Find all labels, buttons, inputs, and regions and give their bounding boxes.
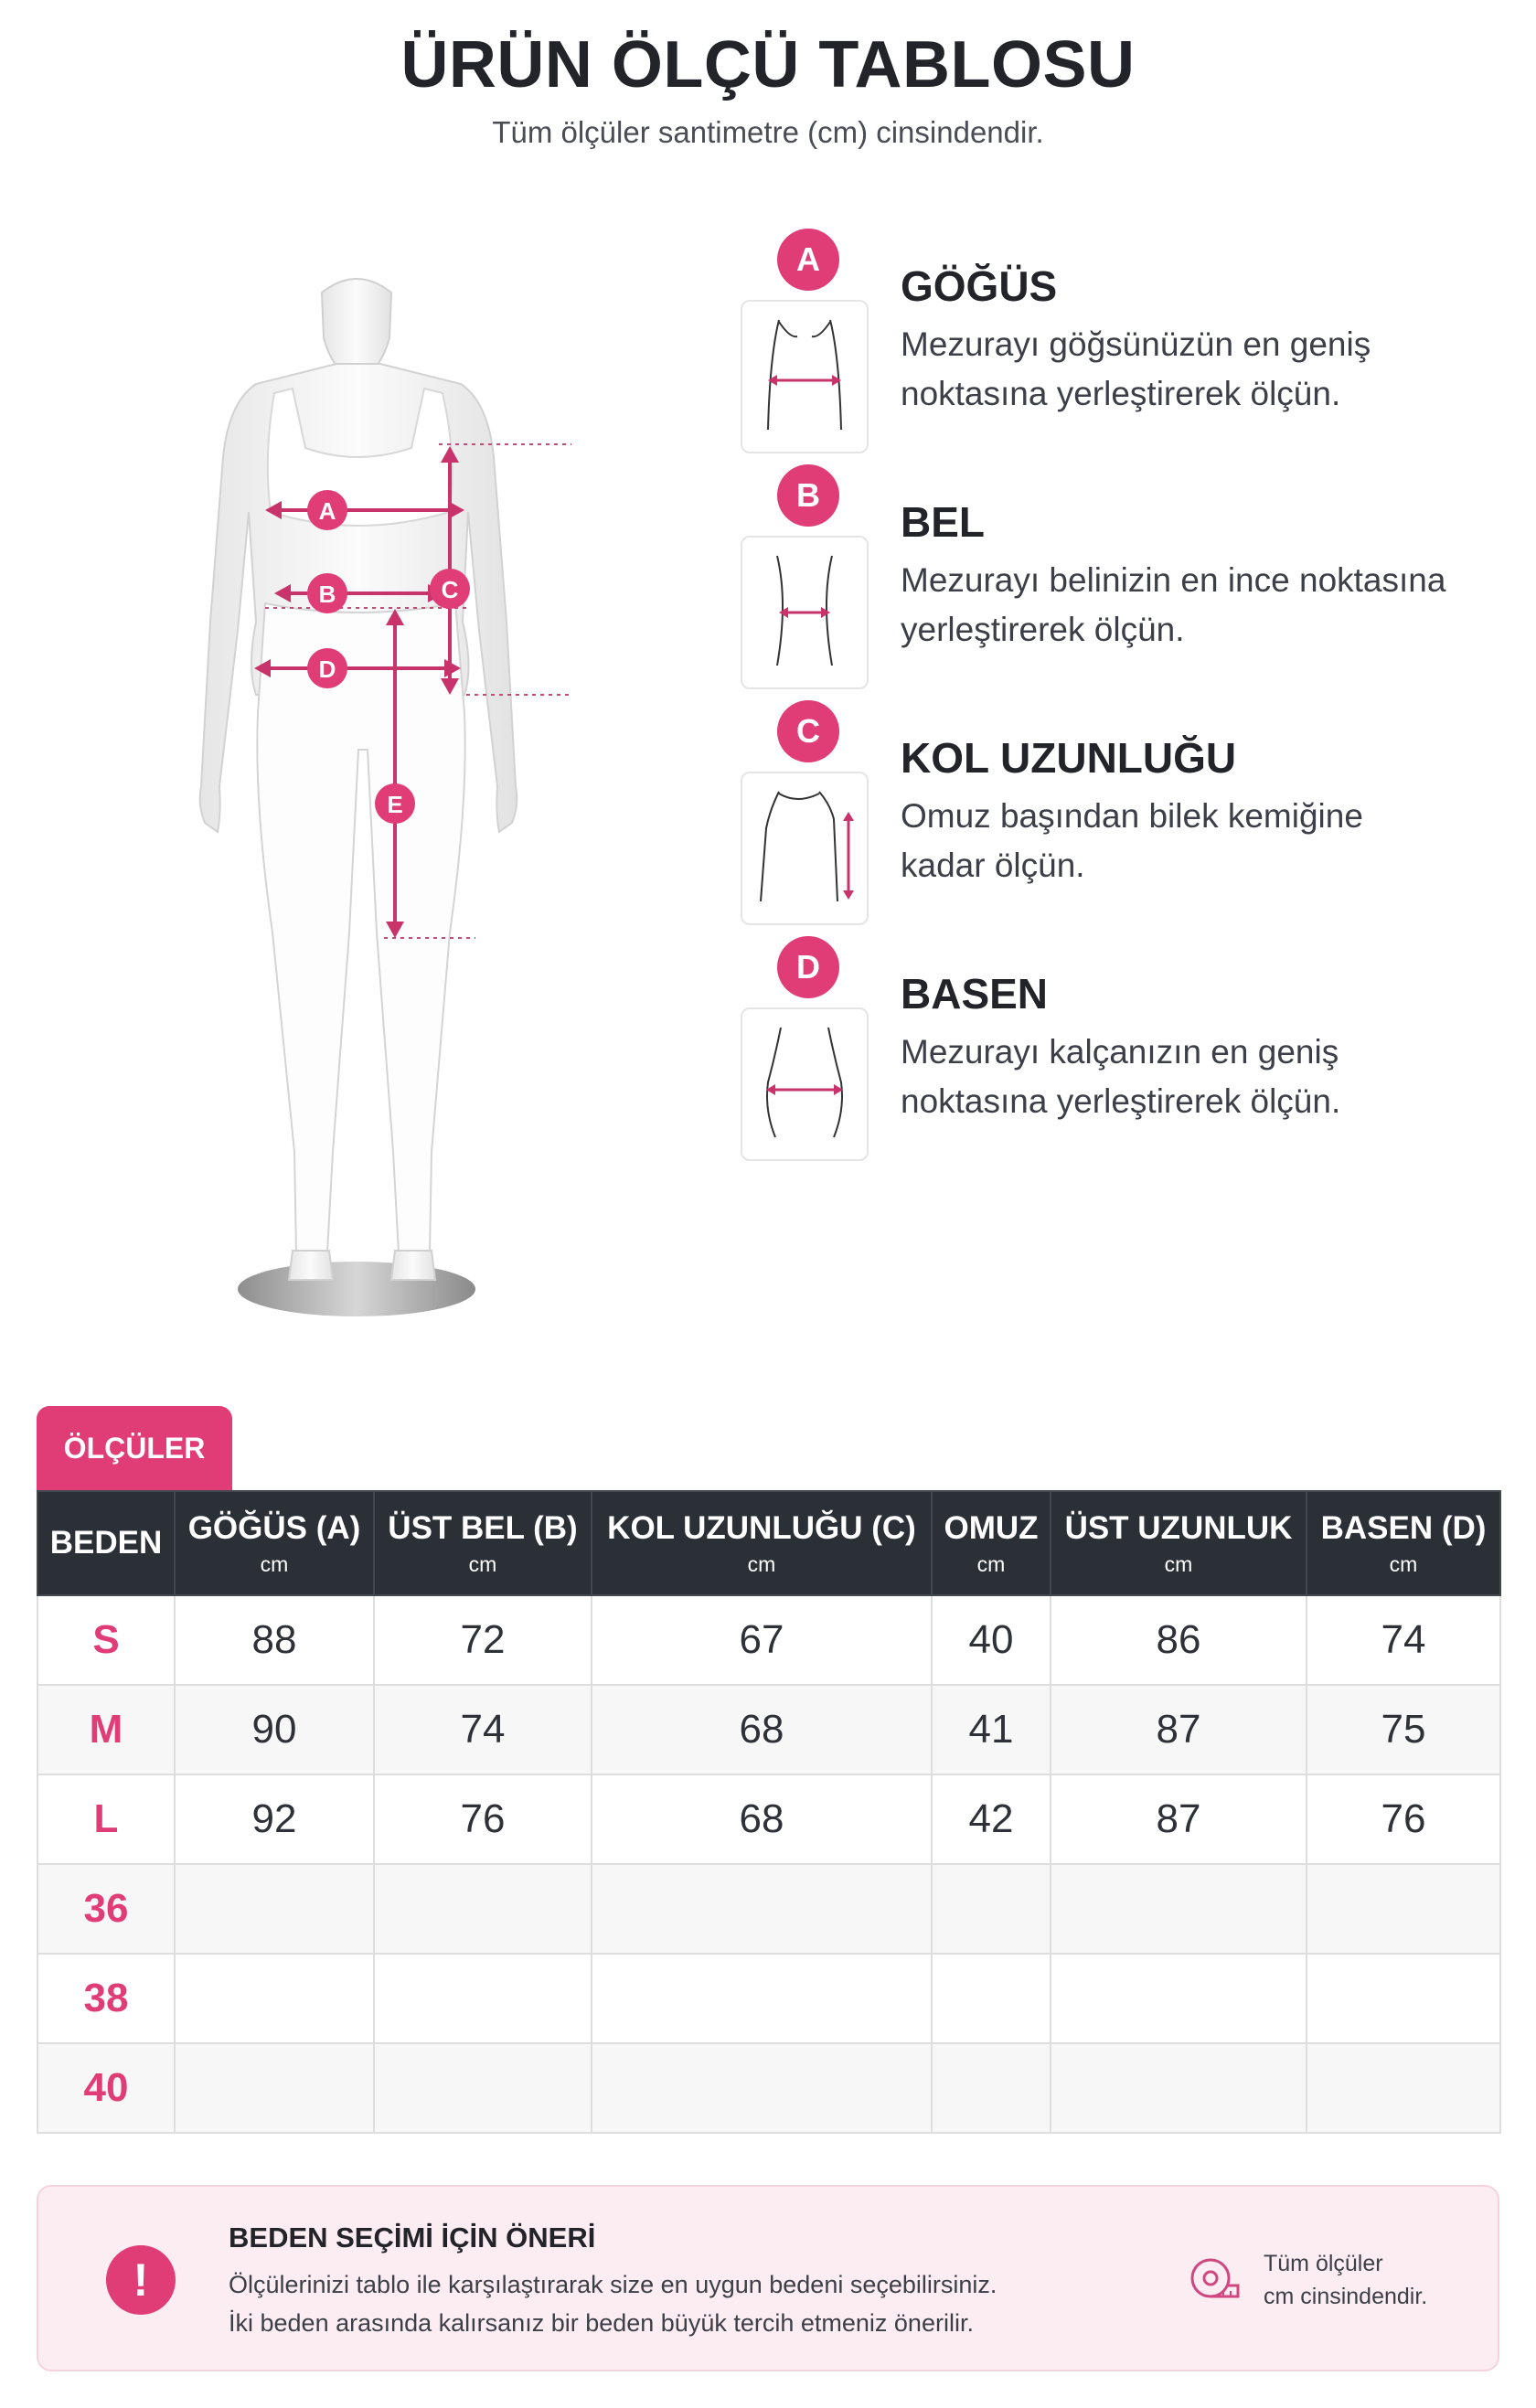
column-label: ÜST BEL (B) <box>388 1509 578 1546</box>
value-cell: 72 <box>374 1595 592 1685</box>
value-cell <box>374 2043 592 2133</box>
value-cell <box>175 1954 374 2043</box>
value-cell: 68 <box>592 1685 932 1774</box>
stand-base <box>238 1262 475 1316</box>
legend-title: GÖĞÜS <box>901 262 1058 310</box>
value-cell <box>1307 2043 1500 2133</box>
legend-desc-line: noktasına yerleştirerek ölçün. <box>901 375 1341 412</box>
column-unit: cm <box>1164 1551 1193 1576</box>
advice-title: BEDEN SEÇİMİ İÇİN ÖNERİ <box>229 2222 596 2254</box>
value-cell: 74 <box>1307 1595 1500 1685</box>
svg-text:B: B <box>318 581 336 608</box>
column-header-arm-length <box>592 1491 932 1595</box>
legend-item-hip <box>741 936 1527 1172</box>
legend-description <box>901 1028 1522 1126</box>
column-header-chest <box>175 1491 374 1595</box>
table-tab-label: ÖLÇÜLER <box>37 1406 232 1490</box>
value-cell: 87 <box>1051 1774 1307 1864</box>
table-row <box>37 1864 1500 1954</box>
table-row <box>37 1595 1500 1685</box>
legend-desc-line: noktasına yerleştirerek ölçün. <box>901 1082 1341 1120</box>
legend-badge: C <box>777 700 839 762</box>
size-cell: M <box>37 1685 175 1774</box>
column-header-shoulder <box>932 1491 1051 1595</box>
column-header-waist <box>374 1491 592 1595</box>
value-cell: 76 <box>374 1774 592 1864</box>
value-cell: 41 <box>932 1685 1051 1774</box>
column-label: GÖĞÜS (A) <box>187 1509 361 1546</box>
svg-text:D: D <box>318 655 336 683</box>
value-cell <box>932 1864 1051 1954</box>
value-cell: 86 <box>1051 1595 1307 1685</box>
value-cell: 88 <box>175 1595 374 1685</box>
value-cell: 42 <box>932 1774 1051 1864</box>
value-cell <box>1307 1954 1500 2043</box>
legend-badge: B <box>777 464 839 527</box>
hip-measure-icon <box>741 1007 869 1161</box>
table-header-row <box>37 1491 1500 1595</box>
value-cell: 74 <box>374 1685 592 1774</box>
units-note-line: Tüm ölçüler <box>1264 2251 1383 2276</box>
size-cell: S <box>37 1595 175 1685</box>
value-cell <box>932 2043 1051 2133</box>
value-cell: 76 <box>1307 1774 1500 1864</box>
legend-desc-line: Mezurayı göğsünüzün en geniş <box>901 325 1371 363</box>
value-cell <box>932 1954 1051 2043</box>
value-cell: 87 <box>1051 1685 1307 1774</box>
value-cell <box>374 1864 592 1954</box>
column-unit: cm <box>468 1551 497 1576</box>
table-row <box>37 1954 1500 2043</box>
column-unit: cm <box>976 1551 1006 1576</box>
value-cell <box>592 1864 932 1954</box>
size-table <box>37 1490 1501 2134</box>
legend-description <box>901 792 1522 890</box>
chest-measure-icon <box>741 300 869 453</box>
value-cell: 75 <box>1307 1685 1500 1774</box>
legend-desc-line: Mezurayı kalçanızın en geniş <box>901 1033 1339 1071</box>
legend-description <box>901 556 1522 655</box>
legend-badge: D <box>777 936 839 998</box>
legend-title: BEL <box>901 498 985 546</box>
svg-text:C: C <box>441 576 459 603</box>
measuring-tape-icon <box>1187 2253 1242 2307</box>
legend-title: BASEN <box>901 970 1049 1018</box>
column-header-top-length <box>1051 1491 1307 1595</box>
legend-item-waist <box>741 464 1527 700</box>
size-cell: L <box>37 1774 175 1864</box>
value-cell <box>1051 1864 1307 1954</box>
legend-desc-line: yerleştirerek ölçün. <box>901 611 1185 648</box>
legend-item-chest <box>741 229 1527 464</box>
svg-text:A: A <box>318 497 336 525</box>
waist-measure-icon <box>741 536 869 689</box>
legend-desc-line: kadar ölçün. <box>901 847 1085 884</box>
legend-title: KOL UZUNLUĞU <box>901 734 1237 782</box>
value-cell <box>1051 2043 1307 2133</box>
exclamation-icon: ! <box>106 2245 176 2315</box>
column-label: OMUZ <box>944 1509 1039 1546</box>
size-advice-box <box>37 2185 1499 2371</box>
size-cell: 40 <box>37 2043 175 2133</box>
column-label: BEDEN <box>49 1525 163 1561</box>
value-cell <box>592 1954 932 2043</box>
legend-item-arm-length <box>741 700 1527 936</box>
value-cell <box>175 2043 374 2133</box>
page-header <box>0 27 1536 150</box>
mannequin-figure <box>110 238 622 1335</box>
column-header-hip <box>1307 1491 1500 1595</box>
table-row <box>37 1685 1500 1774</box>
page-title: ÜRÜN ÖLÇÜ TABLOSU <box>400 28 1136 101</box>
column-unit: cm <box>1389 1551 1418 1576</box>
mannequin-illustration <box>110 238 622 1335</box>
value-cell <box>592 2043 932 2133</box>
value-cell: 90 <box>175 1685 374 1774</box>
value-cell <box>1307 1864 1500 1954</box>
value-cell <box>175 1864 374 1954</box>
advice-text: Ölçülerinizi tablo ile karşılaştırarak size en uygun bedeni seçebilirsiniz. <box>229 2271 997 2298</box>
svg-text:E: E <box>387 791 403 818</box>
page-subtitle: Tüm ölçüler santimetre (cm) cinsindendir. <box>492 115 1044 149</box>
value-cell <box>374 1954 592 2043</box>
table-row <box>37 2043 1500 2133</box>
value-cell: 92 <box>175 1774 374 1864</box>
units-note-line: cm cinsindendir. <box>1264 2284 1428 2309</box>
value-cell <box>1051 1954 1307 2043</box>
column-unit: cm <box>260 1551 289 1576</box>
column-label: BASEN (D) <box>1320 1509 1487 1546</box>
units-note <box>1264 2247 1427 2313</box>
size-cell: 36 <box>37 1864 175 1954</box>
size-cell: 38 <box>37 1954 175 2043</box>
column-label: ÜST UZUNLUK <box>1064 1509 1293 1546</box>
value-cell: 67 <box>592 1595 932 1685</box>
legend-description <box>901 320 1522 419</box>
value-cell: 40 <box>932 1595 1051 1685</box>
legend-desc-line: Mezurayı belinizin en ince noktasına <box>901 561 1446 599</box>
column-label: KOL UZUNLUĞU (C) <box>607 1509 916 1546</box>
arm-measure-icon <box>741 772 869 925</box>
measurement-legend <box>741 229 1527 1172</box>
value-cell: 68 <box>592 1774 932 1864</box>
legend-desc-line: Omuz başından bilek kemiğine <box>901 797 1363 835</box>
table-row <box>37 1774 1500 1864</box>
column-header-size <box>37 1491 175 1595</box>
column-unit: cm <box>747 1551 776 1576</box>
advice-text: İki beden arasında kalırsanız bir beden büyük tercih etmeniz önerilir. <box>229 2309 974 2337</box>
legend-badge: A <box>777 229 839 291</box>
